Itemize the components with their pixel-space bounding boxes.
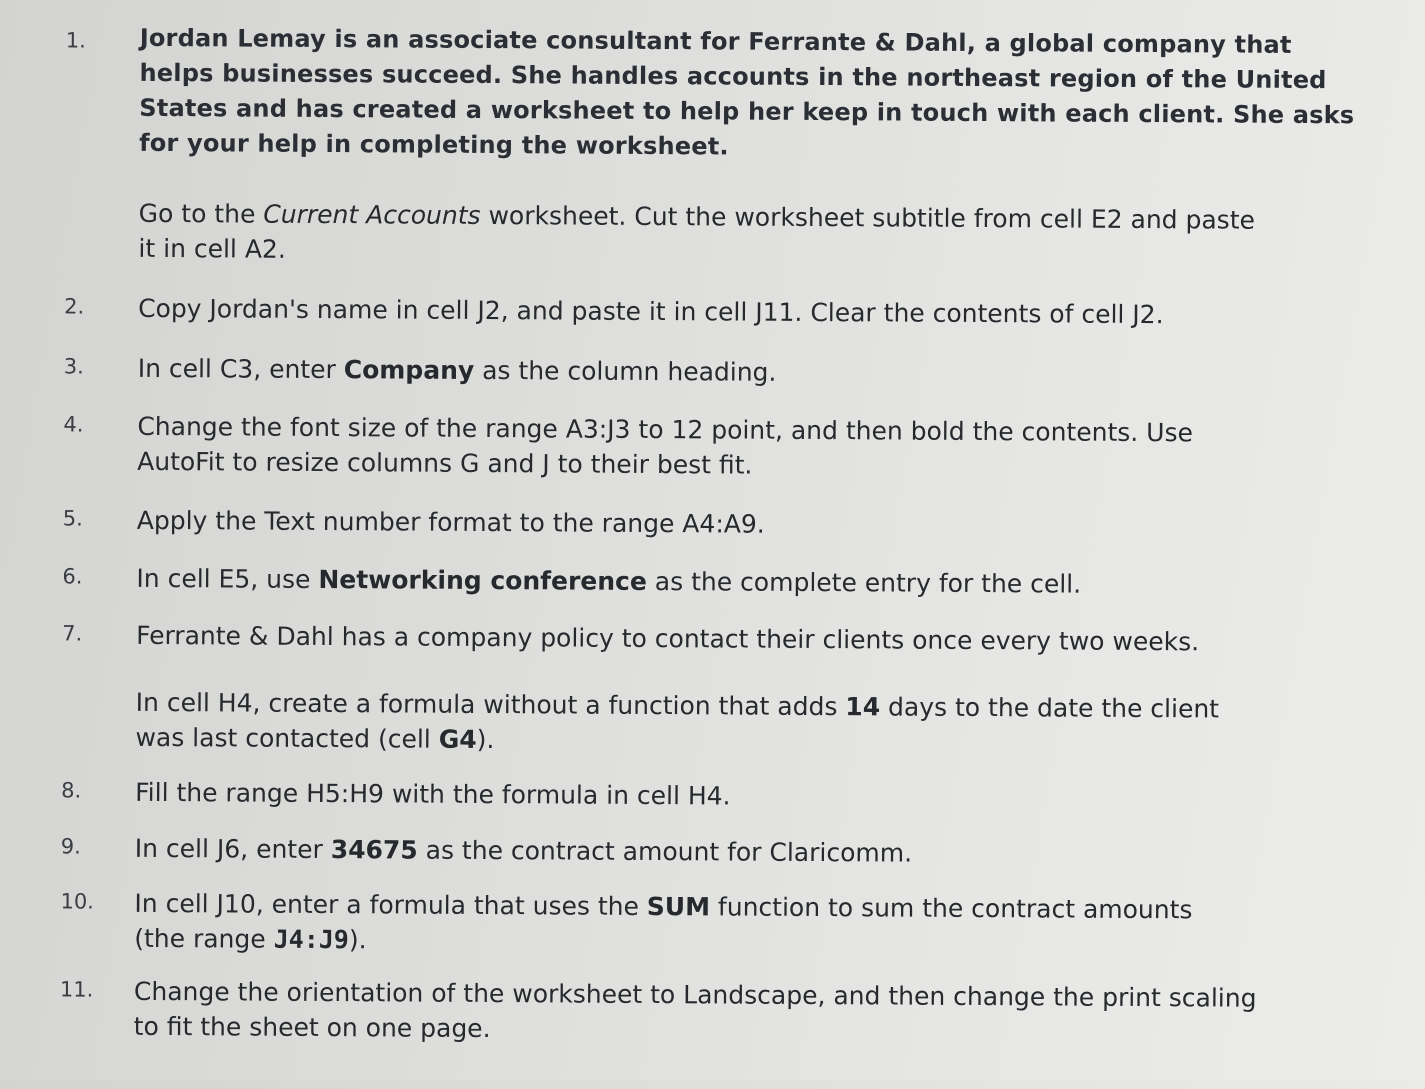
text-run: In cell J10, enter a formula that uses the xyxy=(134,888,647,921)
text-line: to fit the sheet on one page. xyxy=(133,1011,491,1044)
text-run: Go to the xyxy=(138,198,264,229)
text-line: for your help in completing the worksheet. xyxy=(139,128,729,161)
instruction-text xyxy=(136,561,1425,604)
text-line: Change the orientation of the worksheet to Landscape, and then change the print scaling xyxy=(133,976,1257,1013)
text-line: helps businesses succeed. She handles accounts in the northeast region of the United xyxy=(139,58,1327,95)
instruction-11 xyxy=(0,973,1419,1044)
instruction-number: 2. xyxy=(64,294,85,319)
instruction-number: 4. xyxy=(63,412,84,437)
instruction-number: 10. xyxy=(60,889,94,914)
instruction-4 xyxy=(0,408,1422,480)
instruction-text xyxy=(134,974,1424,1052)
text-run: ). xyxy=(348,925,367,955)
instruction-3 xyxy=(0,350,1423,387)
instruction-7-step xyxy=(0,684,1421,755)
text-run: as the column heading. xyxy=(474,355,777,387)
instruction-text xyxy=(138,351,1425,394)
text-run: In cell C3, enter xyxy=(137,353,344,385)
bold-term: 14 xyxy=(845,692,881,722)
text-run: In cell E5, use xyxy=(136,563,319,594)
instruction-text xyxy=(134,886,1424,964)
instruction-number: 5. xyxy=(62,506,83,531)
bold-term: Networking conference xyxy=(318,564,647,596)
text-line: it in cell A2. xyxy=(138,233,286,264)
instruction-text: Ferrante & Dahl has a company policy to contact their clients once every two weeks. xyxy=(136,620,1200,657)
text-run: ). xyxy=(476,724,495,755)
instruction-number: 9. xyxy=(60,834,81,859)
instruction-6 xyxy=(0,560,1422,599)
instruction-text: Copy Jordan's name in cell J2, and paste it in cell J11. Clear the contents of cell J2. xyxy=(138,293,1164,330)
bold-term: Company xyxy=(343,355,475,385)
instruction-number: 6. xyxy=(62,564,83,589)
text-line: Jordan Lemay is an associate consultant for Ferrante & Dahl, a global company that xyxy=(139,23,1292,59)
bold-term: J4:J9 xyxy=(273,924,349,955)
instruction-2 xyxy=(0,290,1423,330)
instruction-number: 1. xyxy=(65,28,86,53)
text-line: AutoFit to resize columns G and J to their best fit. xyxy=(137,446,753,480)
text-run: function to sum the contract amounts xyxy=(709,892,1193,925)
instruction-text xyxy=(137,409,1425,487)
instruction-text xyxy=(138,196,1425,274)
text-run: In cell H4, create a formula without a function that adds xyxy=(135,687,846,722)
text-run: as the contract amount for Claricomm. xyxy=(417,835,913,868)
instruction-text xyxy=(135,685,1425,763)
text-line: Change the font size of the range A3:J3 to 12 point, and then bold the contents. Use xyxy=(137,411,1194,448)
instruction-1 xyxy=(0,20,1425,161)
instruction-9 xyxy=(0,830,1420,868)
text-run: worksheet. Cut the worksheet subtitle from cell E2 and paste xyxy=(480,200,1256,235)
instruction-text: Fill the range H5:H9 with the formula in cell H4. xyxy=(135,777,731,811)
worksheet-name: Current Accounts xyxy=(263,199,481,230)
text-run: as the complete entry for the cell. xyxy=(646,566,1082,599)
text-run: was last contacted (cell xyxy=(135,722,439,754)
instruction-text xyxy=(135,831,1425,874)
instruction-1-step xyxy=(0,195,1424,264)
instruction-number: 11. xyxy=(59,977,94,1002)
instruction-text xyxy=(139,21,1425,169)
instruction-5 xyxy=(0,502,1422,539)
bold-term: SUM xyxy=(646,891,711,922)
text-run: days to the date the client xyxy=(880,692,1220,724)
text-run: (the range xyxy=(134,923,274,954)
instruction-text: Apply the Text number format to the range A4:A9. xyxy=(136,505,765,539)
bold-term: 34675 xyxy=(330,835,418,865)
text-line: States and has created a worksheet to help her keep in touch with each client. She asks xyxy=(139,93,1355,130)
instruction-number: 7. xyxy=(62,621,83,646)
instruction-number: 8. xyxy=(61,778,82,803)
text-run: In cell J6, enter xyxy=(134,833,331,865)
instruction-8 xyxy=(0,774,1420,811)
instruction-number: 3. xyxy=(63,354,84,379)
bold-term: G4 xyxy=(438,724,477,754)
instruction-10 xyxy=(0,885,1420,955)
instruction-7 xyxy=(0,617,1421,657)
